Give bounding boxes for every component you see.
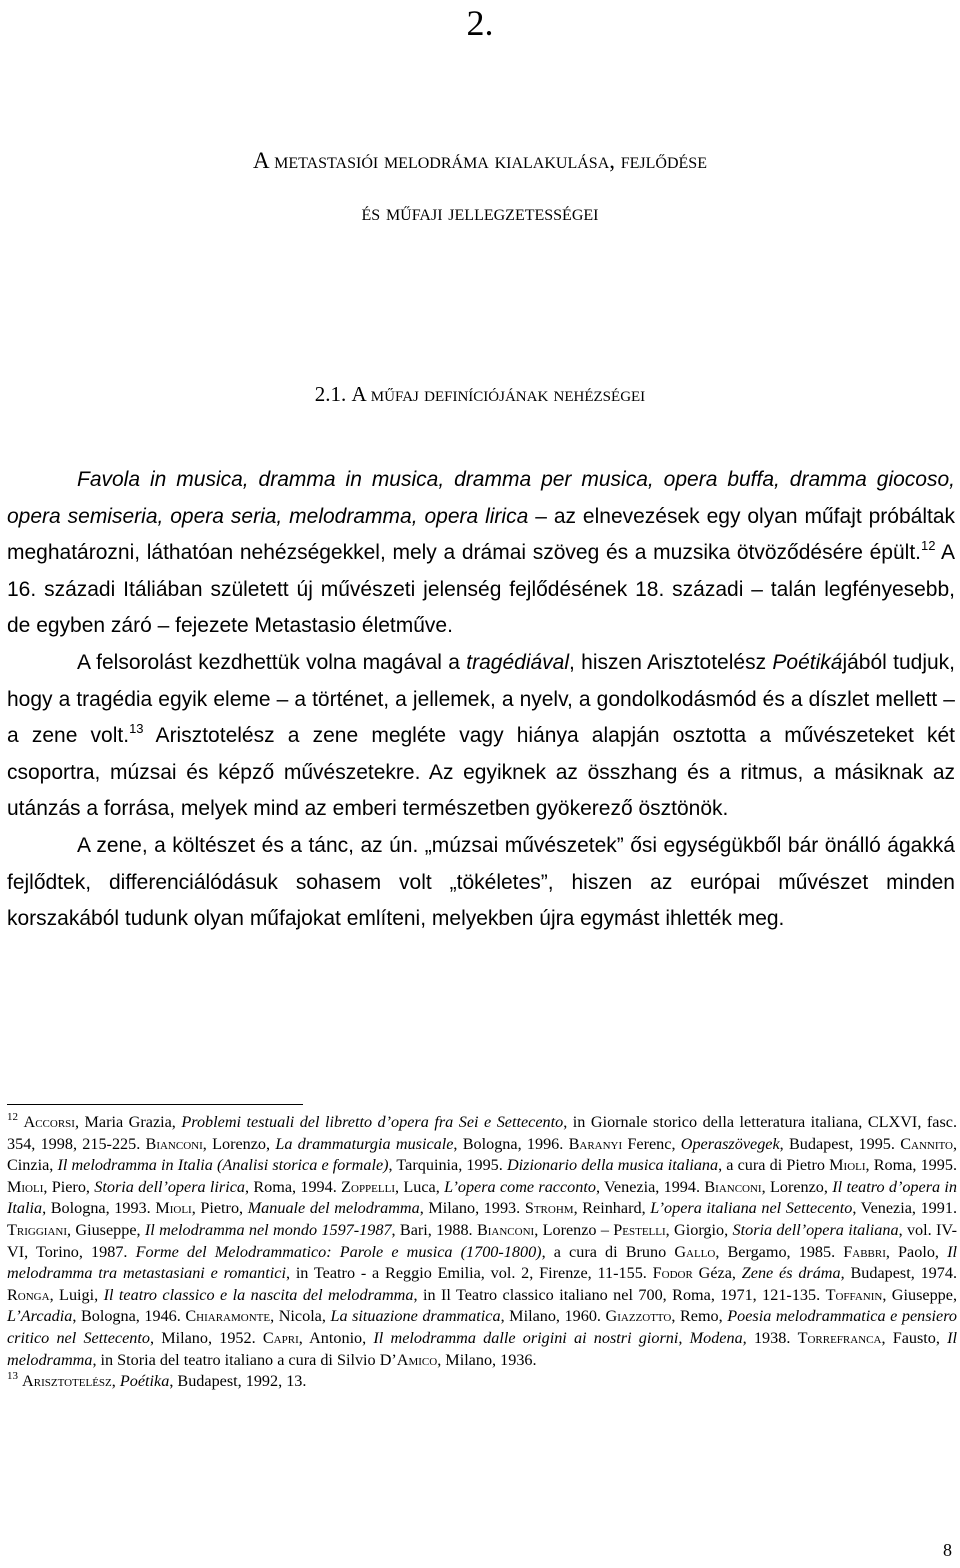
section-heading <box>0 382 960 407</box>
footnote-separator <box>7 1104 303 1105</box>
footnotes <box>7 1112 957 1393</box>
chapter-title-line-2: és műfaji jellegzetességei <box>361 200 599 225</box>
section-title: A műfaj definíciójának nehézségei <box>351 382 646 406</box>
paragraph-3: A zene, a költészet és a tánc, az ún. „múzsai művészetek” ősi egységükből bár önálló ágakká fejlődtek, differenciálódásuk sohasem volt „tökéletes”, hiszen az európai művészet minden korszakából tudunk olyan műfajokat említeni, melyekben újra egymást ihlették meg. <box>7 833 955 931</box>
body-text <box>7 462 955 938</box>
page-number: 8 <box>943 1540 952 1560</box>
section-number: 2.1. <box>314 382 347 406</box>
paragraph-1: Favola in musica, dramma in musica, dramma per musica, opera buffa, dramma giocoso, opera semiseria, opera seria, melodramma, opera lirica – az elnevezések egy olyan műfajt próbáltak meghatározni, láthatóan nehézségekkel, mely a drámai szöveg és a muzsika ötvöződésére épült.$^{12}$ A 16. századi Itáliában született új művészeti jelenség fejlődésének 18. századi – talán legfényesebb, de egyben záró – fejezete Metastasio életműve. <box>7 468 956 638</box>
paragraph-2: A felsorolást kezdhettük volna magával a tragédiával, hiszen Arisztotelész Poétikájából tudjuk, hogy a tragédia egyik eleme – a történet, a jellemek, a nyelv, a gondolkodásmód és a díszlet mellett – a zene volt.$^{13}$ Arisztotelész a zene megléte vagy hiánya alapján osztotta a művészeteket két csoportra, múzsai és képző művészetekre. Az egyiknek az összhang és a ritmus, a másiknak az utánzás a forrása, melyek mind az emberi természetben gyökerező ösztönök. <box>7 650 956 821</box>
footnote-12: $^{12}$ Accorsi, Maria Grazia, Problemi testuali del libretto d’opera fra Sei e Settecento, in Giornale storico della letteratura italiana, CLXVI, fasc. 354, 1998, 215-225. Bianconi, Lorenzo, La drammaturgia musicale, Bologna, 1996. Baranyi Ferenc, Operaszövegek, Budapest, 1995. Cannito, Cinzia, Il melodramma in Italia (Analisi storica e formale), Tarquinia, 1995. Dizionario della musica italiana, a cura di Pietro Mioli, Roma, 1995. Mioli, Piero, Storia dell’opera lirica, Roma, 1994. Zoppelli, Luca, L’opera come racconto, Venezia, 1994. Bianconi, Lorenzo, Il teatro d’opera in Italia, Bologna, 1993. Mioli, Pietro, Manuale del melodramma, Milano, 1993. Strohm, Reinhard, L’opera italiana nel Settecento, Venezia, 1991. Triggiani, Giuseppe, Il melodramma nel mondo 1597-1987, Bari, 1988. Bianconi, Lorenzo – Pestelli, Giorgio, Storia dell’opera italiana, vol. IV-VI, Torino, 1987. Forme del Melodrammatico: Parole e musica (1700-1800), a cura di Bruno Gallo, Bergamo, 1985. Fabbri, Paolo, Il melodramma tra metastasiani e romantici, in Teatro - a Reggio Emilia, vol. 2, Firenze, 11-155. Fodor Géza, Zene és dráma, Budapest, 1974. Ronga, Luigi, Il teatro classico e la nascita del melodramma, in Il Teatro classico italiano nel 700, Roma, 1971, 121-135. Toffanin, Giuseppe, L’Arcadia, Bologna, 1946. Chiaramonte, Nicola, La situazione drammatica, Milano, 1960. Giazzotto, Remo, Poesia melodrammatica e pensiero critico nel Settecento, Milano, 1952. Capri, Antonio, Il melodramma dalle origini ai nostri giorni, Modena, 1938. Torrefranca, Fausto, Il melodramma, in Storia del teatro italiano a cura di Silvio D’Amico, Milano, 1936. <box>7 1111 958 1369</box>
chapter-number: 2. <box>466 3 494 43</box>
footnote-13: $^{13}$ Arisztotelész, Poétika, Budapest, 1992, 13. <box>7 1370 307 1391</box>
footnote-ref-13[interactable]: 13 <box>129 721 144 737</box>
footnote-ref-12[interactable]: 12 <box>921 538 936 554</box>
footnote-number-13: 13 <box>7 1370 18 1383</box>
footnote-number-12: 12 <box>7 1111 18 1123</box>
genre-terms: Favola in musica, dramma in musica, dramma per musica, opera buffa, dramma giocoso, opera semiseria, opera seria, melodramma, opera lirica <box>7 468 955 528</box>
chapter-title-line-1: A metastasiói melodráma kialakulása, fejlődése <box>253 148 707 173</box>
